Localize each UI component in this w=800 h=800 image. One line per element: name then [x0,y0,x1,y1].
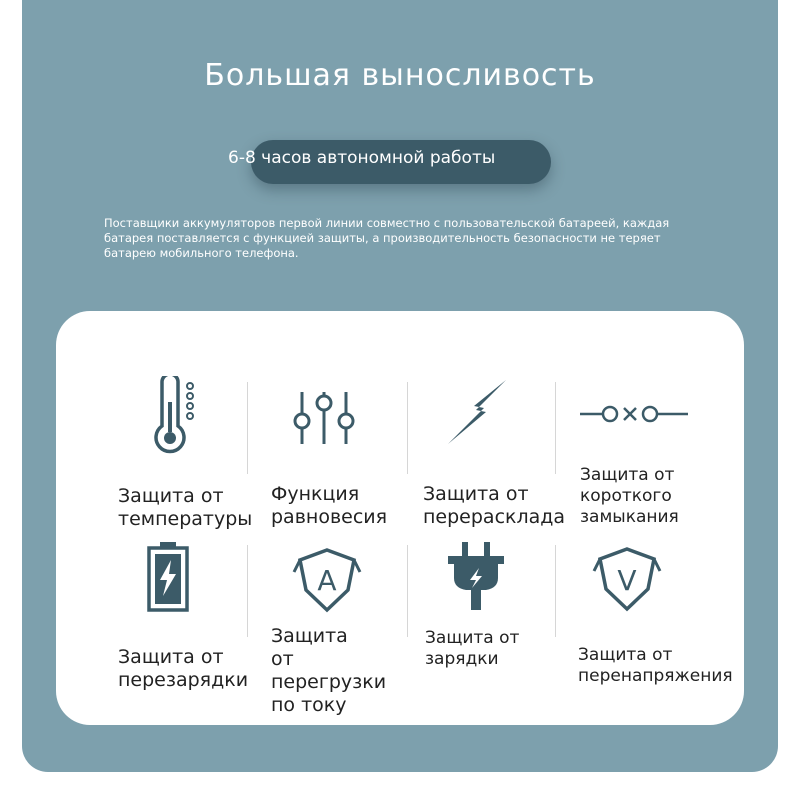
divider [407,382,408,474]
feature-label-balance: Функция равновесия [271,483,388,528]
shield-v-icon [592,545,662,615]
feature-label-overdischarge: Защита от перераскладa [423,483,566,528]
divider [555,545,556,637]
battery-icon [146,540,190,612]
svg-text:A: A [317,564,337,597]
divider [407,545,408,637]
feature-label-overcharge: Защита от перезарядки [118,646,249,691]
feature-label-overcurrent: Защита от перегрузки по току [271,625,387,716]
thermometer-icon [148,376,204,456]
feature-label-charging: Защита от зарядки [425,628,520,669]
equalizer-icon [288,388,360,448]
short-circuit-icon [578,402,690,426]
plug-icon [446,540,506,612]
page-title: Большая выносливость [204,58,596,93]
svg-text:V: V [617,564,637,597]
runtime-badge-text: 6-8 часов автономной работы [228,148,496,168]
divider [247,545,248,637]
feature-label-overvoltage: Защита от перенапряжения [578,645,733,686]
lightning-icon [444,378,510,446]
divider [247,382,248,474]
description-text: Поставщики аккумуляторов первой линии совместно с пользовательской батареей, каждая батарея поставляется с функцией защиты, а производительность безопасности не теряет батарею мобильного телефона. [104,216,670,260]
shield-a-icon [288,546,366,616]
feature-label-temperature: Защита от температуры [118,485,253,530]
divider [555,382,556,474]
feature-label-short-circuit: Защита от короткого замыкания [580,465,679,527]
